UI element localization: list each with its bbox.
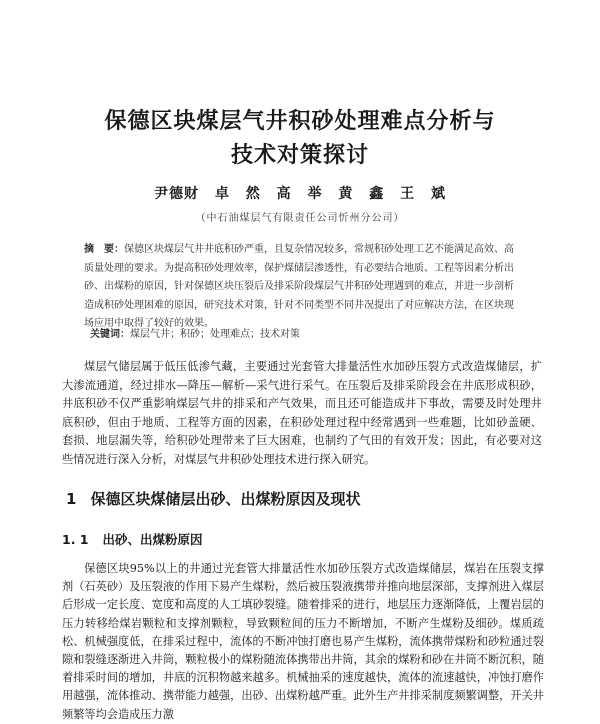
- section-1-1-heading: [62, 530, 542, 548]
- abstract-label: 摘 要：: [84, 244, 124, 255]
- section-1-1-number: 1. 1: [62, 532, 89, 547]
- section-1-1-title: 出砂、出煤粉原因: [102, 532, 203, 547]
- section-1-heading: [66, 488, 546, 509]
- intro-paragraph: 煤层气储层属于低压低渗气藏，主要通过光套管大排量活性水加砂压裂方式改造煤储层，扩大渗流通道，经过排水—降压—解析—采气进行采气。在压裂后及排采阶段会在井底形成积砂，井底积砂不仅严重影响煤层气井的排采和产气效果，而且还可能造成井下事故，需要及时处理井底积砂，但由于地质、工程等方面的因素，在积砂处理过程中经常遇到一些难题，比如砂盖硬、套损、地层漏失等，给积砂处理带来了巨大困难，也制约了气田的有效开发；因此，有必要对这些情况进行深入分析，对煤层气井积砂处理技术进行探入研究。: [62, 360, 542, 466]
- section-1-number: 1: [66, 490, 77, 508]
- paper-title-line-1: 保德区块煤层气井积砂处理难点分析与: [104, 109, 496, 134]
- section-1-title: 保德区块煤储层出砂、出煤粉原因及现状: [90, 490, 361, 508]
- keywords-text: 煤层气井；积砂；处理难点；技术对策: [130, 329, 300, 340]
- section-1-1-paragraph: 保德区块95%以上的井通过光套管大排量活性水加砂压裂方式改造煤储层，煤岩在压裂支撑剂（石英砂）及压裂液的作用下易产生煤粉，然后被压裂液携带并推向地层深部，支撑剂进入煤层后形成一定长度、宽度和高度的人工填砂裂缝。随着排采的进行，地层压力逐渐降低，上覆岩层的压力转移给煤岩颗粒和支撑剂颗粒，导致颗粒间的压力不断增加，不断产生煤粉及细砂。煤质疏松、机械强度低，在排采过程中，流体的不断冲蚀打磨也易产生煤粉，流体携带煤粉和砂粒通过裂隙和裂缝逐渐进入井筒，颗粒极小的煤粉随流体携带出井筒，其余的煤粉和砂在井筒不断沉积，随着排采时间的增加，井底的沉积物越来越多。机械抽采的速度越快，流体的流速越快，冲蚀打磨作用越强，流体推动、携带能力越强，出砂、出煤粉越严重。此外生产井排采制度频繁调整，开关井频繁等均会造成压力激: [62, 562, 544, 721]
- keywords-label: 关键词：: [90, 329, 130, 340]
- author-list: 尹德财 卓 然 高 举 黄 鑫 王 斌: [154, 186, 446, 202]
- paper-title-line-2: 技术对策探讨: [230, 143, 369, 168]
- abstract-text: 保德区块煤层气井井底积砂严重，且复杂情况较多，常规积砂处理工艺不能满足高效、高质量处理的要求。为提高积砂处理效率，保护煤储层渗透性，有必要结合地质、工程等因素分析出砂、出煤粉的原因，针对保德区块压裂后及排采阶段煤层气井积砂处理遇到的难点，并进一步剖析造成积砂处理困难的原因，研究技术对策，针对不同类型不同井况提出了对应解决方法，在区块现场应用中取得了较好的效果。: [84, 244, 514, 330]
- affiliation: （中石油煤层气有限责任公司忻州分公司）: [195, 213, 405, 224]
- abstract: [84, 241, 520, 334]
- keywords: [90, 325, 520, 340]
